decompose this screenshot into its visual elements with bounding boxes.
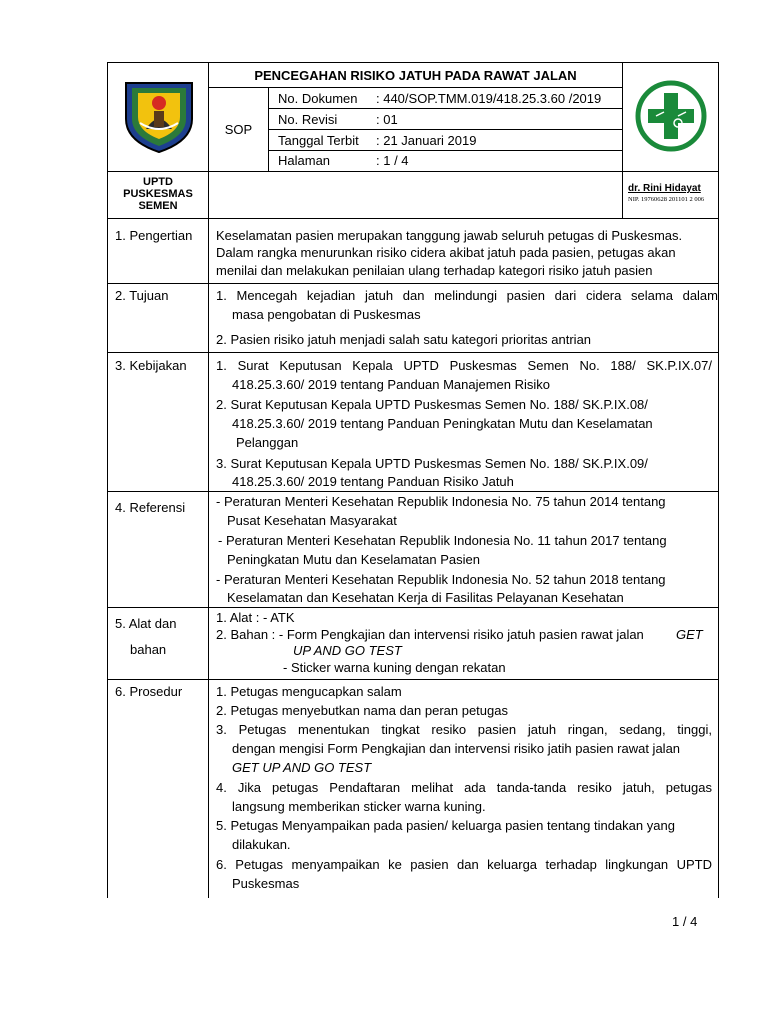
border-row-6 — [107, 679, 719, 680]
prosedur-line: 5. Petugas Menyampaikan pada pasien/ keluarga pasien tentang tindakan yang — [216, 818, 675, 833]
page-number: 1 / 4 — [672, 914, 698, 929]
prosedur-line: dilakukan. — [232, 837, 291, 852]
pengertian-line: menilai dan melakukan penilaian ulang terhadap kategori risiko jatuh pasien — [216, 263, 653, 278]
border-row-2 — [107, 283, 719, 284]
meta-value-halaman: : 1 / 4 — [376, 153, 409, 168]
tujuan-line: masa pengobatan di Puskesmas — [232, 307, 421, 322]
border-logo-col — [622, 62, 623, 219]
label-referensi: 4. Referensi — [115, 500, 186, 515]
prosedur-line: 4. Jika petugas Pendaftaran melihat ada tanda-tanda resiko jatuh, petugas — [216, 780, 712, 795]
prosedur-line: 6. Petugas menyampaikan ke pasien dan keluarga terhadap lingkungan UPTD — [216, 857, 712, 872]
prosedur-line: langsung memberikan sticker warna kuning. — [232, 799, 486, 814]
border-header-bottom — [107, 218, 719, 219]
prosedur-line: dengan mengisi Form Pengkajian dan intervensi risiko jatih pasien rawat jalan — [232, 741, 681, 756]
prosedur-line: 2. Petugas menyebutkan nama dan peran petugas — [216, 703, 508, 718]
alat-line-italic: GET — [676, 627, 703, 642]
label-kebijakan: 3. Kebijakan — [115, 358, 187, 373]
border-title-bottom — [208, 87, 623, 88]
label-alat: 5. Alat dan — [115, 616, 177, 631]
kebijakan-line: 418.25.3.60/ 2019 tentang Panduan Peningkatan Mutu dan Keselamatan — [232, 416, 653, 431]
referensi-line: Keselamatan dan Kesehatan Kerja di Fasilitas Pelayanan Kesehatan — [227, 590, 624, 605]
meta-label-tanggal: Tanggal Terbit — [278, 133, 359, 148]
label-pengertian: 1. Pengertian — [115, 228, 193, 243]
label-prosedur: 6. Prosedur — [115, 684, 183, 699]
border-row-5 — [107, 607, 719, 608]
document-title: PENCEGAHAN RISIKO JATUH PADA RAWAT JALAN — [254, 68, 577, 83]
pengertian-line: Keselamatan pasien merupakan tanggung jawab seluruh petugas di Puskesmas. — [216, 228, 683, 243]
puskesmas-logo — [634, 79, 708, 153]
signer-nip: NIP. 19760628 201101 2 006 — [628, 196, 705, 203]
border-right — [718, 62, 719, 898]
border-top — [107, 62, 719, 63]
meta-value-dokumen: : 440/SOP.TMM.019/418.25.3.60 /2019 — [376, 91, 602, 106]
meta-value-tanggal: : 21 Januari 2019 — [376, 133, 477, 148]
signer-name: dr. Rini Hidayat — [628, 183, 701, 194]
border-row-3 — [107, 352, 719, 353]
meta-label-revisi: No. Revisi — [278, 112, 338, 127]
referensi-line: Peningkatan Mutu dan Keselamatan Pasien — [227, 552, 480, 567]
prosedur-line-italic: GET UP AND GO TEST — [232, 760, 372, 775]
kebijakan-line: 3. Surat Keputusan Kepala UPTD Puskesmas Semen No. 188/ SK.P.IX.09/ — [216, 456, 648, 471]
referensi-line: Pusat Kesehatan Masyarakat — [227, 513, 397, 528]
tujuan-line: 1. Mencegah kejadian jatuh dan melindungi pasien dari cidera selama dalam — [216, 288, 718, 303]
kebijakan-line: 2. Surat Keputusan Kepala UPTD Puskesmas Semen No. 188/ SK.P.IX.08/ — [216, 397, 648, 412]
border-header-mid — [107, 171, 719, 172]
prosedur-line: Puskesmas — [232, 876, 300, 891]
alat-line-italic: UP AND GO TEST — [293, 643, 402, 658]
regency-emblem-logo — [118, 79, 200, 155]
referensi-line: - Peraturan Menteri Kesehatan Republik Indonesia No. 52 tahun 2018 tentang — [216, 572, 666, 587]
prosedur-line: 1. Petugas mengucapkan salam — [216, 684, 402, 699]
pengertian-line: Dalam rangka menurunkan risiko cidera akibat jatuh pada pasien, petugas akan — [216, 245, 676, 260]
kebijakan-line: Pelanggan — [236, 435, 299, 450]
tujuan-line: 2. Pasien risiko jatuh menjadi salah satu kategori prioritas antrian — [216, 332, 592, 347]
alat-line: - Sticker warna kuning dengan rekatan — [283, 660, 506, 675]
kebijakan-line: 1. Surat Keputusan Kepala UPTD Puskesmas Semen No. 188/ SK.P.IX.07/ — [216, 358, 712, 373]
border-meta-1 — [268, 108, 623, 109]
alat-line: 2. Bahan : - Form Pengkajian dan intervensi risiko jatuh pasien rawat jalan — [216, 627, 644, 642]
kebijakan-line: 418.25.3.60/ 2019 tentang Panduan Manajemen Risiko — [232, 377, 551, 392]
prosedur-line: 3. Petugas menentukan tingkat resiko pasien jatuh ringan, sedang, tinggi, — [216, 722, 712, 737]
border-meta-3 — [268, 150, 623, 151]
org-name-line1: UPTD — [143, 176, 173, 188]
meta-value-revisi: : 01 — [376, 112, 398, 127]
meta-label-halaman: Halaman — [278, 153, 331, 168]
org-name-line3: SEMEN — [138, 200, 178, 212]
referensi-line: - Peraturan Menteri Kesehatan Republik Indonesia No. 75 tahun 2014 tentang — [216, 494, 666, 509]
meta-label-dokumen: No. Dokumen — [278, 91, 358, 106]
kebijakan-line: 418.25.3.60/ 2019 tentang Panduan Risiko Jatuh — [232, 474, 514, 489]
alat-line: 1. Alat : - ATK — [216, 610, 295, 625]
border-label-col — [208, 62, 209, 898]
label-tujuan: 2. Tujuan — [115, 288, 169, 303]
border-meta-2 — [268, 129, 623, 130]
org-name-line2: PUSKESMAS — [123, 188, 193, 200]
label-bahan: bahan — [130, 642, 167, 657]
border-row-4 — [107, 491, 719, 492]
sop-label: SOP — [224, 122, 253, 137]
referensi-line: - Peraturan Menteri Kesehatan Republik Indonesia No. 11 tahun 2017 tentang — [218, 533, 667, 548]
